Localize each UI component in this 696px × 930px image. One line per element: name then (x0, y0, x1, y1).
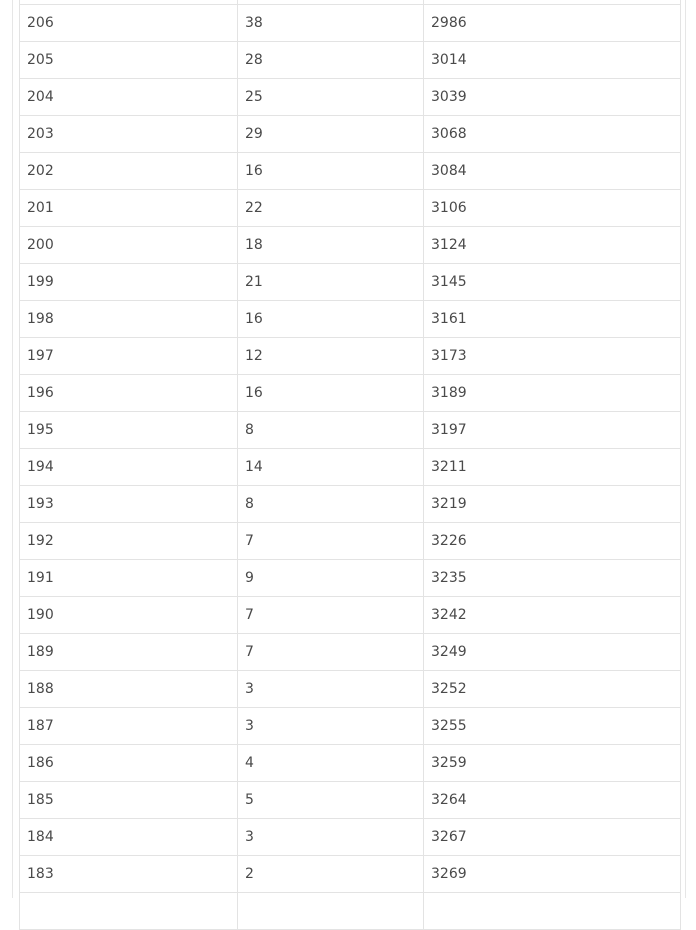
table-cell: 3 (238, 819, 424, 856)
table-cell: 202 (20, 153, 238, 190)
table-cell: 3145 (424, 264, 681, 301)
table-cell: 7 (238, 597, 424, 634)
table-row (20, 597, 681, 634)
data-table (19, 0, 681, 930)
table-cell: 198 (20, 301, 238, 338)
table-cell: 28 (238, 42, 424, 79)
table-cell: 3211 (424, 449, 681, 486)
table-row (20, 634, 681, 671)
table-cell: 200 (20, 227, 238, 264)
table-cell: 7 (238, 634, 424, 671)
table-cell: 196 (20, 375, 238, 412)
table-cell: 25 (238, 79, 424, 116)
table-container (19, 0, 680, 930)
table-cell: 3249 (424, 634, 681, 671)
table-cell: 3219 (424, 486, 681, 523)
table-row (20, 893, 681, 930)
table-cell: 2986 (424, 5, 681, 42)
table-cell: 14 (238, 449, 424, 486)
table-cell: 3242 (424, 597, 681, 634)
table-row (20, 227, 681, 264)
table-cell: 194 (20, 449, 238, 486)
table-cell: 199 (20, 264, 238, 301)
table-cell: 3255 (424, 708, 681, 745)
table-cell: 8 (238, 412, 424, 449)
table-cell: 3197 (424, 412, 681, 449)
table-cell: 22 (238, 190, 424, 227)
table-cell: 187 (20, 708, 238, 745)
table-cell: 18 (238, 227, 424, 264)
table-row (20, 153, 681, 190)
table-cell: 3106 (424, 190, 681, 227)
table-row (20, 449, 681, 486)
table-cell: 188 (20, 671, 238, 708)
table-cell: 3014 (424, 42, 681, 79)
table-row (20, 486, 681, 523)
table-cell: 193 (20, 486, 238, 523)
table-cell: 16 (238, 375, 424, 412)
table-cell: 5 (238, 782, 424, 819)
table-cell: 3259 (424, 745, 681, 782)
table-cell: 195 (20, 412, 238, 449)
table-row (20, 375, 681, 412)
table-cell: 204 (20, 79, 238, 116)
table-row (20, 708, 681, 745)
table-cell: 197 (20, 338, 238, 375)
table-row (20, 819, 681, 856)
table-cell: 3161 (424, 301, 681, 338)
table-row (20, 560, 681, 597)
table-cell: 3084 (424, 153, 681, 190)
table-cell: 9 (238, 560, 424, 597)
table-cell: 8 (238, 486, 424, 523)
table-cell: 2 (238, 856, 424, 893)
table-cell: 21 (238, 264, 424, 301)
table-body (20, 0, 681, 930)
table-cell: 29 (238, 116, 424, 153)
table-cell (424, 893, 681, 930)
table-cell: 3124 (424, 227, 681, 264)
table-cell: 16 (238, 301, 424, 338)
table-cell: 3 (238, 671, 424, 708)
table-row (20, 5, 681, 42)
table-row (20, 782, 681, 819)
table-cell: 3269 (424, 856, 681, 893)
table-row (20, 264, 681, 301)
table-cell: 4 (238, 745, 424, 782)
table-cell: 3068 (424, 116, 681, 153)
table-cell: 3235 (424, 560, 681, 597)
table-cell: 3226 (424, 523, 681, 560)
table-cell: 16 (238, 153, 424, 190)
table-row (20, 116, 681, 153)
table-row (20, 301, 681, 338)
table-cell: 3267 (424, 819, 681, 856)
table-cell: 3039 (424, 79, 681, 116)
table-row (20, 190, 681, 227)
table-cell: 191 (20, 560, 238, 597)
table-cell: 12 (238, 338, 424, 375)
table-row (20, 523, 681, 560)
table-cell (20, 893, 238, 930)
table-row (20, 412, 681, 449)
table-cell: 205 (20, 42, 238, 79)
table-cell: 206 (20, 5, 238, 42)
table-cell: 203 (20, 116, 238, 153)
table-cell: 3173 (424, 338, 681, 375)
table-row (20, 856, 681, 893)
table-row (20, 671, 681, 708)
table-cell (238, 893, 424, 930)
table-cell: 201 (20, 190, 238, 227)
table-row (20, 338, 681, 375)
table-cell: 38 (238, 5, 424, 42)
table-row (20, 79, 681, 116)
table-cell: 186 (20, 745, 238, 782)
table-cell: 192 (20, 523, 238, 560)
table-cell: 3264 (424, 782, 681, 819)
table-cell: 7 (238, 523, 424, 560)
table-row (20, 745, 681, 782)
table-cell: 183 (20, 856, 238, 893)
table-cell: 3252 (424, 671, 681, 708)
table-cell: 3 (238, 708, 424, 745)
table-cell: 190 (20, 597, 238, 634)
table-cell: 184 (20, 819, 238, 856)
table-row (20, 42, 681, 79)
table-cell: 189 (20, 634, 238, 671)
table-cell: 185 (20, 782, 238, 819)
table-cell: 3189 (424, 375, 681, 412)
